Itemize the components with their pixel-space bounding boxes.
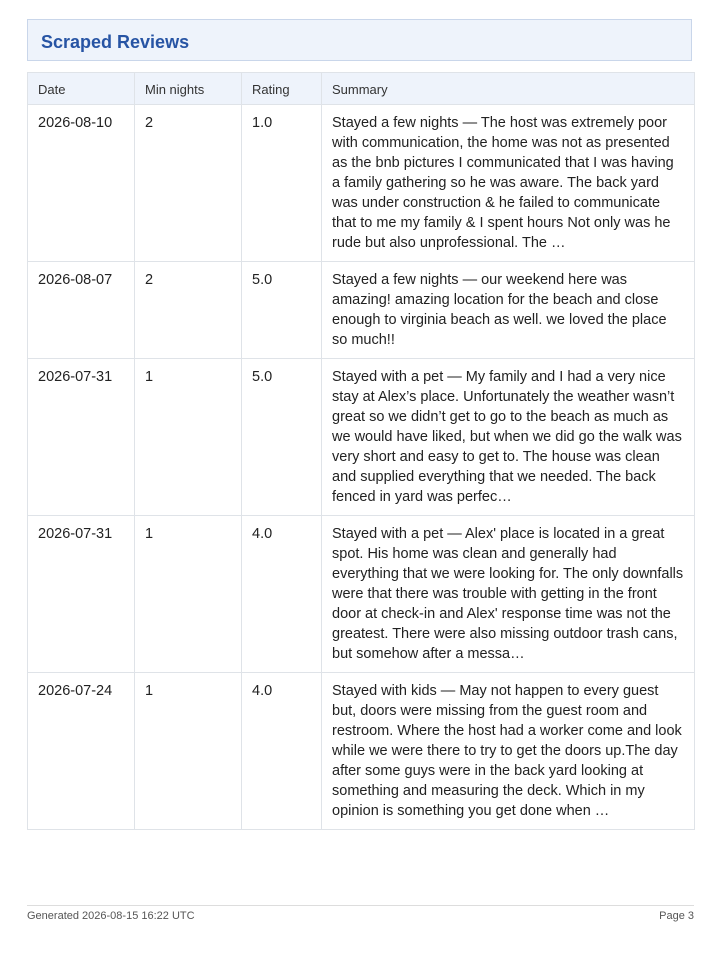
cell-summary: Stayed with a pet — My family and I had a very nice stay at Alex’s place. Unfortunately the weather wasn’t great so we didn’t get to go to the beach as much as we would have liked, but when we did go the walk was very short and easy to get to. The house was clean and supplied everything that we needed. The back fenced in yard was perfec… [322,359,695,516]
cell-min-nights: 1 [135,359,242,516]
column-header-date: Date [28,73,135,105]
table-row [28,359,695,516]
table-row [28,516,695,673]
cell-date: 2026-07-31 [28,359,135,516]
footer-divider [27,905,694,906]
footer-generated-timestamp: Generated 2026-08-15 16:22 UTC [27,910,195,922]
cell-min-nights: 1 [135,516,242,673]
reviews-table [27,72,695,830]
cell-summary: Stayed a few nights — our weekend here was amazing! amazing location for the beach and close enough to virginia beach as well. we loved the place so much!! [322,262,695,359]
table-row [28,262,695,359]
cell-summary: Stayed with a pet — Alex' place is located in a great spot. His home was clean and generally had everything that we were looking for. The only downfalls were that there was trouble with getting in the front door at check-in and Alex' response time was not the greatest. There were also missing outdoor trash cans, but somehow after a messa… [322,516,695,673]
cell-rating: 5.0 [242,359,322,516]
column-header-min-nights: Min nights [135,73,242,105]
cell-date: 2026-08-07 [28,262,135,359]
cell-rating: 1.0 [242,105,322,262]
section-title: Scraped Reviews [41,32,190,52]
table-row [28,105,695,262]
table-header-row [28,73,695,105]
cell-min-nights: 1 [135,673,242,830]
cell-date: 2026-08-10 [28,105,135,262]
column-header-summary: Summary [322,73,695,105]
column-header-rating: Rating [242,73,322,105]
cell-date: 2026-07-31 [28,516,135,673]
cell-min-nights: 2 [135,105,242,262]
cell-date: 2026-07-24 [28,673,135,830]
cell-min-nights: 2 [135,262,242,359]
footer-page-number: Page 3 [659,910,694,922]
cell-rating: 4.0 [242,516,322,673]
cell-summary: Stayed with kids — May not happen to every guest but, doors were missing from the guest room and restroom. Where the host had a worker come and look while we were there to try to get the doors up.The day after some guys were in the back yard looking at something and measuring the deck. Which in my opinion is something you get done when … [322,673,695,830]
cell-rating: 4.0 [242,673,322,830]
section-header [27,19,692,61]
table-row [28,673,695,830]
cell-rating: 5.0 [242,262,322,359]
cell-summary: Stayed a few nights — The host was extremely poor with communication, the home was not as presented as the bnb pictures I communicated that I was having a family gathering so he was aware. The back yard was under construction & he failed to communicate that to me my family & I spent hours Not only was he rude but also unprofessional. The … [322,105,695,262]
